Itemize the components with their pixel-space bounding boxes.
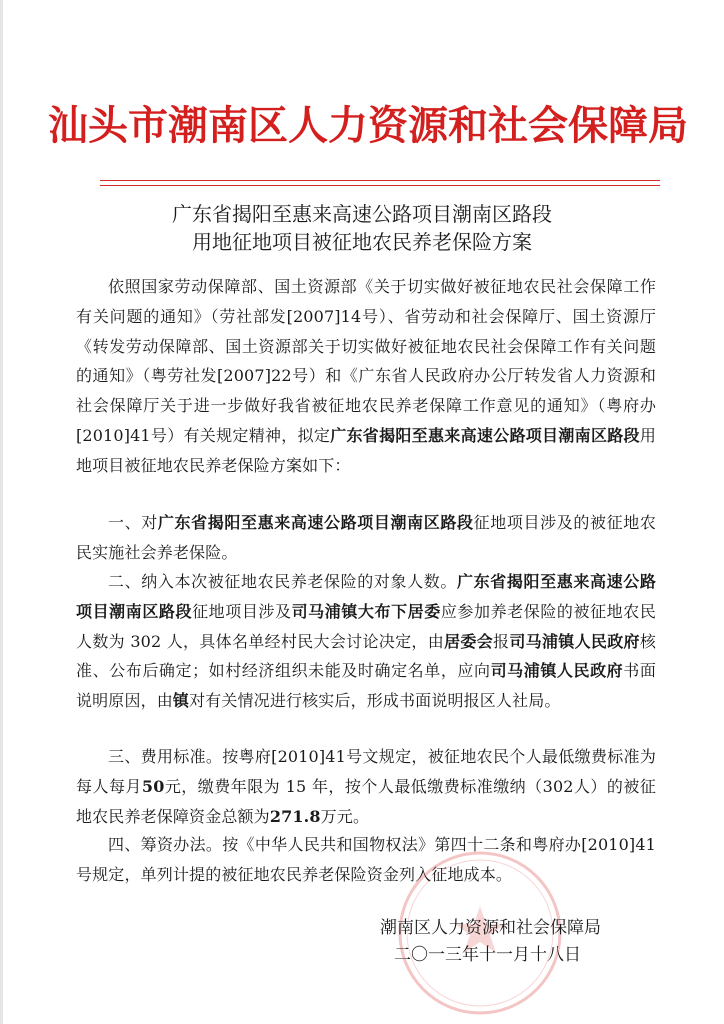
text-run: 三、费用标准。按粤府[2010]41号文规定，被征地农民个人最低缴费标准为每人每月	[76, 747, 656, 796]
document-title-line-1: 广东省揭阳至惠来高速公路项目潮南区路段	[172, 202, 552, 226]
project-name-emphasis: 广东省揭阳至惠来高速公路项目潮南区路段	[157, 513, 474, 532]
text-run: 应参加养老保险的被征地农民人数为 302 人，具体名单经村民大会讨论决定，由	[76, 601, 656, 651]
paragraph-preamble	[76, 272, 656, 481]
text-run: 书面说明原因，由	[76, 661, 656, 711]
text-run: 对有关情况进行核实后，形成书面说明报区人社局。	[189, 691, 561, 711]
text-run: 四、筹资办法。按《中华人民共和国物权法》第四十二条和粤府办[2010]41号规定，单列计提的被征地农民养老保险资金列入征地成本。	[76, 835, 656, 884]
paragraph-section-2	[76, 567, 656, 716]
text-run: 二、纳入本次被征地农民养老保险的对象人数。	[108, 572, 458, 591]
text-run: 报	[493, 631, 510, 651]
town-government-emphasis: 司马浦镇人民政府	[490, 661, 624, 681]
village-committee-emphasis: 司马浦镇大布下居委	[291, 601, 441, 621]
monthly-fee-value: 50	[141, 776, 165, 796]
project-name-emphasis: 广东省揭阳至惠来高速公路项目潮南区路段	[76, 572, 656, 621]
text-run: 用地项目被征地农民养老保险方案如下：	[76, 425, 656, 475]
signature-date: 二〇一三年十一月十八日	[394, 945, 581, 965]
paragraph-section-3	[76, 742, 656, 831]
paragraph-section-1	[76, 508, 656, 568]
text-run: 征地项目涉及	[192, 601, 292, 621]
committee-emphasis: 居委会	[444, 631, 494, 651]
document-title-line-2: 用地征地项目被征地农民养老保险方案	[192, 230, 532, 254]
project-name-emphasis: 广东省揭阳至惠来高速公路项目潮南区路段	[330, 425, 640, 445]
letterhead-rule-top	[100, 180, 660, 181]
letterhead-rule-bottom	[100, 185, 660, 186]
letterhead-title: 汕头市潮南区人力资源和社会保障局	[48, 102, 688, 149]
signature-organization: 潮南区人力资源和社会保障局	[380, 918, 601, 938]
town-emphasis: 镇	[172, 691, 190, 711]
text-run: 依照国家劳动保障部、国土资源部《关于切实做好被征地农民社会保障工作有关问题的通知》（劳社部发[2007]14号）、省劳动和社会保障厅、国土资源厅《转发劳动保障部、国土资源部关于切实做好被征地农民社会保障工作有关问题的通知》（粤劳社发[2007]22号）和《广东省人民政府办公厅转发省人力资源和社会保障厅关于进一步做好我省被征地农民养老保障工作意见的通知》（粤府办[2010]41号）有关规定精神，拟定	[76, 277, 656, 445]
text-run: 一、对	[108, 513, 158, 532]
town-government-emphasis: 司马浦镇人民政府	[509, 631, 640, 651]
text-run: 万元。	[320, 806, 370, 826]
page-edge	[0, 0, 3, 1024]
text-run: 核准、公布后确定；如村经济组织未能及时确定名单，应向	[76, 631, 657, 681]
paragraph-section-4	[76, 830, 656, 890]
total-fund-value: 271.8	[269, 806, 321, 826]
text-run: 元，缴费年限为 15 年，按个人最低缴费标准缴纳（302人）的被征地农民养老保障资金总额为	[76, 776, 656, 826]
text-run: 征地项目涉及的被征地农民实施社会养老保险。	[76, 513, 656, 562]
